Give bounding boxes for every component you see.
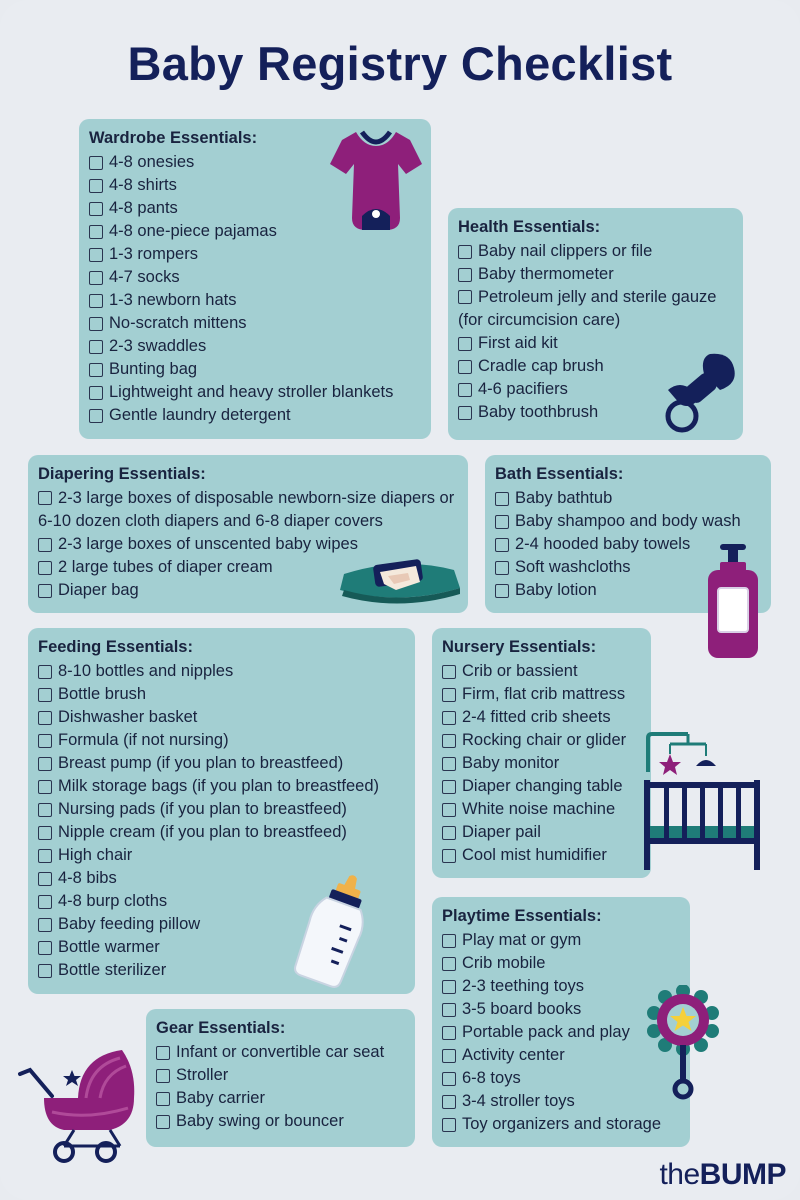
checklist-item-label: High chair: [58, 846, 133, 864]
checklist: [156, 1041, 405, 1133]
checklist-item-label: Activity center: [462, 1046, 565, 1064]
checklist-item-label: 4-7 socks: [109, 268, 180, 286]
checkbox[interactable]: [458, 360, 472, 374]
checklist-item-label: Diaper bag: [58, 581, 139, 599]
checklist-item: [89, 289, 421, 312]
checklist-item: [38, 729, 405, 752]
checklist-item-label: First aid kit: [478, 334, 558, 352]
checklist-item: [442, 683, 641, 706]
checklist-item: [89, 358, 421, 381]
checklist: [442, 929, 680, 1136]
checklist-item-label: Baby shampoo and body wash: [515, 512, 741, 530]
checkbox[interactable]: [89, 386, 103, 400]
checklist-item-label: Baby carrier: [176, 1089, 265, 1107]
checkbox[interactable]: [442, 1072, 456, 1086]
checkbox[interactable]: [38, 711, 52, 725]
checklist-item: [38, 660, 405, 683]
checklist-item-label: Formula (if not nursing): [58, 731, 229, 749]
checklist-item-label: Baby monitor: [462, 754, 560, 772]
checklist-item: [458, 240, 733, 263]
checkbox[interactable]: [38, 918, 52, 932]
checklist-item-label: Cradle cap brush: [478, 357, 604, 375]
checkbox[interactable]: [89, 248, 103, 262]
checkbox[interactable]: [442, 1003, 456, 1017]
checkbox[interactable]: [442, 826, 456, 840]
checklist-item-label: 2-4 fitted crib sheets: [462, 708, 611, 726]
checkbox[interactable]: [458, 268, 472, 282]
checkbox[interactable]: [458, 290, 472, 304]
checklist-item-label: Infant or convertible car seat: [176, 1043, 385, 1061]
checklist-item: [89, 335, 421, 358]
checkbox[interactable]: [89, 317, 103, 331]
checkbox[interactable]: [442, 980, 456, 994]
checklist-item: [495, 510, 761, 533]
checklist-item-label: Rocking chair or glider: [462, 731, 627, 749]
checkbox[interactable]: [156, 1069, 170, 1083]
checklist-item-label: Baby feeding pillow: [58, 915, 201, 933]
checklist-item: [442, 729, 641, 752]
section-heading: Bath Essentials:: [495, 465, 624, 483]
baby-bottle-icon: [288, 870, 380, 988]
section-heading: Feeding Essentials:: [38, 638, 193, 656]
checkbox[interactable]: [38, 665, 52, 679]
checklist-item: [89, 404, 421, 427]
checkbox[interactable]: [89, 156, 103, 170]
checkbox[interactable]: [442, 849, 456, 863]
checklist-item-label: No-scratch mittens: [109, 314, 247, 332]
checklist-item: [442, 1090, 680, 1113]
checkbox[interactable]: [495, 492, 509, 506]
checkbox[interactable]: [38, 734, 52, 748]
checklist-item-label: Bottle warmer: [58, 938, 160, 956]
checkbox[interactable]: [89, 409, 103, 423]
checklist-item-label: 4-8 shirts: [109, 176, 177, 194]
checklist-item-label: 2-4 hooded baby towels: [515, 535, 691, 553]
checklist-item-label: Milk storage bags (if you plan to breastfeed): [58, 777, 380, 795]
checklist-item: [442, 775, 641, 798]
logo-brand: BUMP: [699, 1158, 786, 1191]
checklist-item: [442, 798, 641, 821]
checklist-item-label: 4-8 onesies: [109, 153, 195, 171]
checkbox[interactable]: [442, 665, 456, 679]
checklist-item-label: 3-5 board books: [462, 1000, 582, 1018]
checkbox[interactable]: [38, 757, 52, 771]
checklist-item-label: Gentle laundry detergent: [109, 406, 291, 424]
checklist: [442, 660, 641, 867]
rattle-icon: [646, 985, 720, 1101]
section-heading: Playtime Essentials:: [442, 907, 602, 925]
checklist-item-label: Petroleum jelly and sterile gauze (for circumcision care): [458, 288, 717, 329]
checkbox[interactable]: [495, 515, 509, 529]
checkbox[interactable]: [442, 803, 456, 817]
checklist-item-label: 4-8 pants: [109, 199, 178, 217]
checkbox[interactable]: [495, 584, 509, 598]
crib-icon: [640, 730, 764, 872]
checkbox[interactable]: [458, 337, 472, 351]
checklist-item-label: Crib mobile: [462, 954, 546, 972]
section-heading: Wardrobe Essentials:: [89, 129, 258, 147]
checklist-item-label: Toy organizers and storage: [462, 1115, 662, 1133]
checklist-item-label: Firm, flat crib mattress: [462, 685, 626, 703]
checklist-item-label: Baby swing or bouncer: [176, 1112, 344, 1130]
checklist-item: [442, 1044, 680, 1067]
checkbox[interactable]: [38, 826, 52, 840]
brand-logo: [659, 1158, 786, 1192]
checklist-item: [442, 1021, 680, 1044]
checkbox[interactable]: [89, 202, 103, 216]
checkbox[interactable]: [89, 294, 103, 308]
checklist-item-label: 8-10 bottles and nipples: [58, 662, 234, 680]
checklist-item: [38, 487, 458, 533]
checklist-item: [458, 263, 733, 286]
checkbox[interactable]: [442, 688, 456, 702]
checklist-item-label: Portable pack and play: [462, 1023, 630, 1041]
checkbox[interactable]: [442, 1049, 456, 1063]
checklist-item-label: Stroller: [176, 1066, 229, 1084]
checklist-item-label: Soft washcloths: [515, 558, 631, 576]
checkbox[interactable]: [38, 803, 52, 817]
checkbox[interactable]: [89, 179, 103, 193]
checkbox[interactable]: [38, 872, 52, 886]
checkbox[interactable]: [442, 1118, 456, 1132]
checklist-item: [156, 1110, 405, 1133]
checklist-item: [38, 752, 405, 775]
checklist-item-label: 3-4 stroller toys: [462, 1092, 575, 1110]
checkbox[interactable]: [38, 688, 52, 702]
logo-prefix: the: [659, 1158, 700, 1191]
checklist-item-label: Play mat or gym: [462, 931, 582, 949]
checklist-item-label: 2-3 large boxes of unscented baby wipes: [58, 535, 358, 553]
checklist-item: [38, 683, 405, 706]
checklist-item: [38, 821, 405, 844]
checklist-item-label: Baby lotion: [515, 581, 597, 599]
checklist-item-label: Cool mist humidifier: [462, 846, 607, 864]
checklist-item-label: 1-3 rompers: [109, 245, 198, 263]
checkbox[interactable]: [38, 561, 52, 575]
checklist-item-label: Nursing pads (if you plan to breastfeed): [58, 800, 347, 818]
checkbox[interactable]: [442, 734, 456, 748]
checkbox[interactable]: [38, 584, 52, 598]
checklist-item: [38, 844, 405, 867]
checklist-item: [38, 798, 405, 821]
card-gear: [146, 1009, 415, 1147]
checklist-item: [442, 752, 641, 775]
checkbox[interactable]: [442, 1026, 456, 1040]
checkbox[interactable]: [442, 757, 456, 771]
checklist-item-label: 4-6 pacifiers: [478, 380, 568, 398]
checkbox[interactable]: [38, 941, 52, 955]
section-heading: Gear Essentials:: [156, 1019, 286, 1037]
checklist-item: [442, 975, 680, 998]
checkbox[interactable]: [89, 271, 103, 285]
checklist-item-label: Baby nail clippers or file: [478, 242, 653, 260]
checklist-item-label: Bunting bag: [109, 360, 198, 378]
checkbox[interactable]: [156, 1092, 170, 1106]
section-heading: Diapering Essentials:: [38, 465, 206, 483]
checkbox[interactable]: [442, 934, 456, 948]
checkbox[interactable]: [458, 383, 472, 397]
pacifier-icon: [660, 350, 740, 438]
checklist-item: [89, 266, 421, 289]
checkbox[interactable]: [442, 711, 456, 725]
section-heading: Health Essentials:: [458, 218, 601, 236]
checklist-item: [458, 286, 733, 332]
checklist-item-label: Nipple cream (if you plan to breastfeed): [58, 823, 347, 841]
checkbox[interactable]: [495, 538, 509, 552]
onesie-icon: [328, 126, 424, 236]
checklist-item-label: 2-3 large boxes of disposable newborn-size diapers or 6-10 dozen cloth diapers and 6-8 diaper covers: [38, 489, 455, 530]
checklist-item-label: Baby toothbrush: [478, 403, 599, 421]
checkbox[interactable]: [495, 561, 509, 575]
checklist-item: [89, 312, 421, 335]
checklist-item: [442, 706, 641, 729]
checklist-item: [442, 998, 680, 1021]
card-nursery: [432, 628, 651, 878]
checklist-item: [442, 952, 680, 975]
checklist-item: [38, 775, 405, 798]
checklist-item: [442, 929, 680, 952]
checklist-item-label: Breast pump (if you plan to breastfeed): [58, 754, 344, 772]
checklist-item: [38, 706, 405, 729]
checklist-item-label: Diaper pail: [462, 823, 541, 841]
checkbox[interactable]: [38, 491, 52, 505]
checkbox[interactable]: [38, 895, 52, 909]
checklist-item: [89, 243, 421, 266]
checklist-item: [442, 660, 641, 683]
checklist-item-label: Bottle sterilizer: [58, 961, 167, 979]
checkbox[interactable]: [458, 406, 472, 420]
checkbox[interactable]: [156, 1115, 170, 1129]
checklist-item: [442, 844, 641, 867]
checkbox[interactable]: [442, 780, 456, 794]
checklist-item-label: White noise machine: [462, 800, 616, 818]
stroller-icon: [16, 1040, 144, 1164]
checkbox[interactable]: [38, 849, 52, 863]
checkbox[interactable]: [458, 245, 472, 259]
checklist-item: [442, 1067, 680, 1090]
checklist-item: [89, 381, 421, 404]
checklist-item: [156, 1064, 405, 1087]
checklist-item: [442, 821, 641, 844]
lotion-bottle-icon: [700, 540, 762, 662]
page-title: Baby Registry Checklist: [127, 37, 673, 90]
checklist-item-label: 4-8 burp cloths: [58, 892, 168, 910]
checkbox[interactable]: [89, 363, 103, 377]
checkbox[interactable]: [38, 780, 52, 794]
checklist-item-label: Dishwasher basket: [58, 708, 198, 726]
checklist-item-label: Baby thermometer: [478, 265, 614, 283]
checklist-item: [156, 1041, 405, 1064]
checklist-item-label: Baby bathtub: [515, 489, 613, 507]
checklist-item-label: 1-3 newborn hats: [109, 291, 237, 309]
checkbox[interactable]: [38, 538, 52, 552]
checklist-item-label: 2-3 teething toys: [462, 977, 584, 995]
wipes-icon: [336, 548, 464, 610]
checklist-item-label: Lightweight and heavy stroller blankets: [109, 383, 394, 401]
checkbox[interactable]: [89, 225, 103, 239]
checkbox[interactable]: [89, 340, 103, 354]
checkbox[interactable]: [442, 1095, 456, 1109]
checklist-item-label: 2-3 swaddles: [109, 337, 207, 355]
checklist-item: [156, 1087, 405, 1110]
checkbox[interactable]: [156, 1046, 170, 1060]
checklist-item-label: 4-8 bibs: [58, 869, 117, 887]
checklist-item-label: Bottle brush: [58, 685, 147, 703]
checklist-item: [495, 487, 761, 510]
checklist-item-label: Crib or bassient: [462, 662, 578, 680]
section-heading: Nursery Essentials:: [442, 638, 597, 656]
checklist-item-label: Diaper changing table: [462, 777, 623, 795]
checklist-item-label: 4-8 one-piece pajamas: [109, 222, 277, 240]
checklist-item: [442, 1113, 680, 1136]
checkbox[interactable]: [442, 957, 456, 971]
checklist-item-label: 2 large tubes of diaper cream: [58, 558, 273, 576]
checkbox[interactable]: [38, 964, 52, 978]
checklist-item-label: 6-8 toys: [462, 1069, 521, 1087]
